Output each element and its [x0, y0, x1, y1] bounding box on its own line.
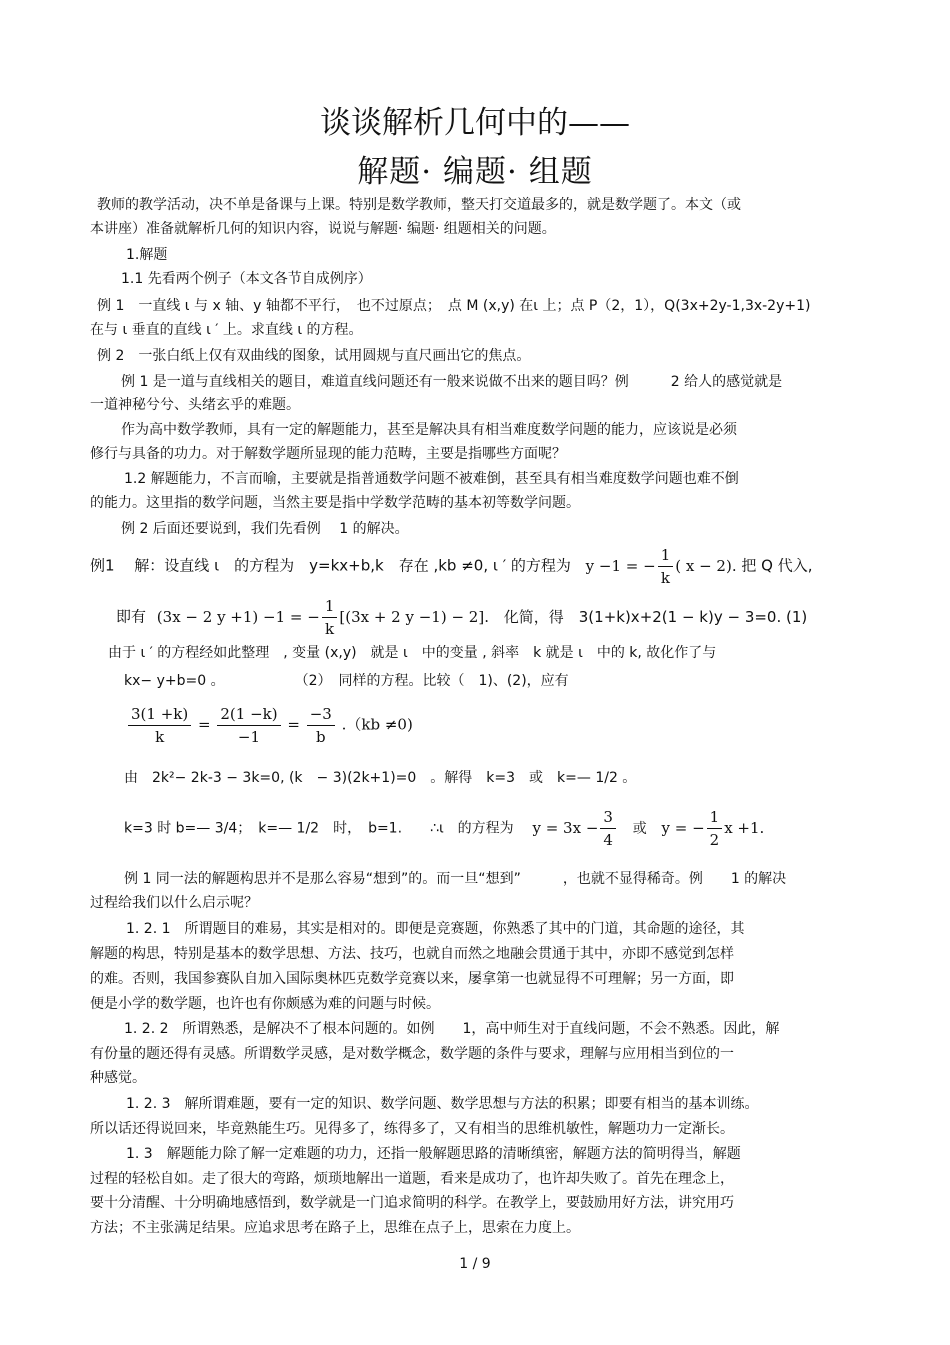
paragraph-line: 1. 2. 2 所谓熟悉，是解决不了根本问题的。如例 1，高中师生对于直线问题，不会不熟悉。因此，解 — [124, 1021, 780, 1037]
fraction — [707, 806, 723, 851]
paragraph-line: 例 2 后面还要说到，我们先看例 1 的解决。 — [121, 521, 409, 537]
example-1-line: 在与 ι 垂直的直线 ι ′ 上。求直线 ι 的方程。 — [90, 322, 363, 338]
solution-text: 化简，得 3(1+k)x+2(1 − k)y − 3=0. (1) — [503, 607, 808, 626]
fraction — [600, 806, 616, 851]
solution-line-3: 由于 ι ′ 的方程经如此整理 , 变量 (x,y) 就是 ι 中的变量 , 斜率 k 就是 ι 中的 k, 故化作了与 — [108, 645, 717, 661]
denominator: k — [325, 620, 335, 638]
paragraph-line: 过程的轻松自如。走了很大的弯路，烦琐地解出一道题，看来是成功了，也许却失败了。首先在理念上， — [90, 1171, 734, 1187]
paragraph-line: 1.2 解题能力，不言而喻，主要就是指普通数学问题不被难倒，甚至具有相当难度数学问题也难不倒 — [124, 471, 739, 487]
denominator: k — [155, 728, 165, 746]
equation — [532, 808, 622, 849]
numerator: 3 — [600, 806, 616, 829]
solution-line-4: kx− y+b=0 。 （2） 同样的方程。比较（ 1)、(2)，应有 — [124, 673, 569, 689]
solution-text: 把 Q 代入, — [741, 556, 813, 575]
numerator: 2(1 −k) — [217, 703, 280, 726]
equation — [585, 546, 742, 587]
fraction — [217, 703, 280, 748]
ratio-equation: $\frac{3(1 +k)}{k}$ = $\frac{2(1 -k)}{-1}$ = $\frac{-3}{b}$ .（kb ≠0) — [126, 703, 413, 748]
paragraph-line: 有份量的题还得有灵感。所谓数学灵感，是对数学概念，数学题的条件与要求，理解与应用相当到位的一 — [90, 1046, 734, 1062]
paragraph-line: 例 1 是一道与直线相关的题目，难道直线问题还有一般来说做不出来的题目吗？例 2 给人的感觉就是 — [121, 374, 783, 390]
example-1-line: 例 1 一直线 ι 与 x 轴、y 轴都不平行， 也不过原点； 点 M (x,y) 在ι 上；点 P（2，1），Q(3x+2y-1,3x-2y+1) — [97, 298, 811, 314]
paragraph-line: 1. 3 解题能力除了解一定难题的功力，还指一般解题思路的清晰缜密，解题方法的简明得当，解题 — [126, 1146, 741, 1162]
equation-part: (3x − 2 y +1) −1 = − — [156, 607, 320, 626]
solution-text: k=3 时 b=— 3/4； k=— 1/2 时， b=1. ∴ι 的方程为 — [124, 820, 514, 837]
paragraph-line: 要十分清醒、十分明确地感悟到，数学就是一门追求简明的科学。在教学上，要鼓励用好方法，讲究用巧 — [90, 1195, 734, 1211]
denominator: 2 — [709, 831, 720, 849]
fraction — [307, 703, 335, 748]
solution-text: 或 — [632, 820, 647, 837]
paragraph-line: 1. 2. 1 所谓题目的难易，其实是相对的。即便是竞赛题，你熟悉了其中的门道，其命题的途径，其 — [126, 921, 745, 937]
fraction — [658, 544, 674, 589]
paragraph-line: 的难。否则，我国参赛队自加入国际奥林匹克数学竞赛以来，屡拿第一也就显得不可理解；另一方面，即 — [90, 971, 734, 987]
equation-part: ( x − 2). — [675, 556, 737, 575]
denominator: −1 — [237, 728, 261, 746]
equation-part: x +1. — [724, 818, 765, 837]
equation-part: .（kb ≠0) — [341, 715, 413, 734]
equation — [156, 597, 494, 638]
paragraph-line: 过程给我们以什么启示呢？ — [90, 895, 258, 911]
title-line-2: 解题· 编题· 组题 — [357, 154, 593, 190]
paragraph-line: 1. 2. 3 解所谓难题，要有一定的知识、数学问题、数学思想与方法的积累；即要有相当的基本训练。 — [126, 1096, 759, 1112]
paragraph-line: 便是小学的数学题，也许也有你颇感为难的问题与时候。 — [90, 996, 440, 1012]
paragraph-line: 作为高中数学教师，具有一定的解题能力，甚至是解决具有相当难度数学问题的能力，应该说是必须 — [121, 422, 737, 438]
numerator: 3(1 +k) — [128, 703, 191, 726]
denominator: 4 — [603, 831, 613, 849]
equation-part: y −1 = − — [585, 556, 656, 575]
solution-line-2 — [116, 595, 807, 640]
paragraph-line: 教师的教学活动，决不单是备课与上课。特别是数学教师，整天打交道最多的，就是数学题了。本文（或 — [97, 197, 741, 213]
paragraph-line: 所以话还得说回来，毕竟熟能生巧。见得多了，练得多了，又有相当的思维机敏性，解题功力一定渐长。 — [90, 1121, 734, 1137]
denominator: b — [315, 728, 326, 746]
paragraph-line: 本讲座）准备就解析几何的知识内容，说说与解题· 编题· 组题相关的问题。 — [90, 221, 556, 237]
solution-text: 例1 解：设直线 ι 的方程为 y=kx+b,k 存在 ,kb ≠0, ι ′ 的方程为 — [90, 556, 571, 575]
fraction — [322, 595, 338, 640]
equation-part: y = 3x − — [532, 818, 599, 837]
equation-part: [(3x + 2 y −1) − 2]. — [339, 607, 489, 626]
section-heading: 1.解题 — [126, 247, 168, 263]
subsection-heading: 1.1 先看两个例子（本文各节自成例序） — [121, 271, 372, 287]
numerator: −3 — [307, 703, 335, 726]
solution-text: 即有 — [116, 607, 147, 626]
numerator: 1 — [658, 544, 674, 567]
title-line-1: 谈谈解析几何中的—— — [320, 105, 630, 141]
paragraph-line: 解题的构思，特别是基本的数学思想、方法、技巧，也就自而然之地融会贯通于其中，亦即不感觉到怎样 — [90, 946, 734, 962]
equation-part: y = − — [661, 818, 705, 837]
solution-line-1 — [90, 544, 813, 589]
numerator: 1 — [707, 806, 723, 829]
paragraph-line: 一道神秘兮兮、头绪玄乎的难题。 — [90, 397, 300, 413]
page-number: 1 / 9 — [459, 1256, 491, 1272]
solution-line-5: 由 2k²− 2k-3 − 3k=0, (k − 3)(2k+1)=0 。解得 k=3 或 k=— 1/2 。 — [124, 770, 637, 786]
paragraph-line: 修行与具备的功力。对于解数学题所显现的能力范畴，主要是指哪些方面呢？ — [90, 446, 566, 462]
equation — [661, 808, 765, 849]
paragraph-line: 种感觉。 — [90, 1070, 146, 1086]
paragraph-line: 方法；不主张满足结果。应追求思考在路子上，思维在点子上，思索在力度上。 — [90, 1220, 580, 1236]
fraction — [128, 703, 191, 748]
numerator: 1 — [322, 595, 338, 618]
example-2-line: 例 2 一张白纸上仅有双曲线的图象，试用圆规与直尺画出它的焦点。 — [97, 348, 531, 364]
denominator: k — [660, 569, 671, 587]
solution-line-6 — [124, 806, 764, 851]
paragraph-line: 例 1 同一法的解题构思并不是那么容易“想到”的。而一旦“想到” ，也就不显得稀奇。例 1 的解决 — [124, 871, 787, 887]
paragraph-line: 的能力。这里指的数学问题，当然主要是指中学数学范畴的基本初等数学问题。 — [90, 495, 580, 511]
